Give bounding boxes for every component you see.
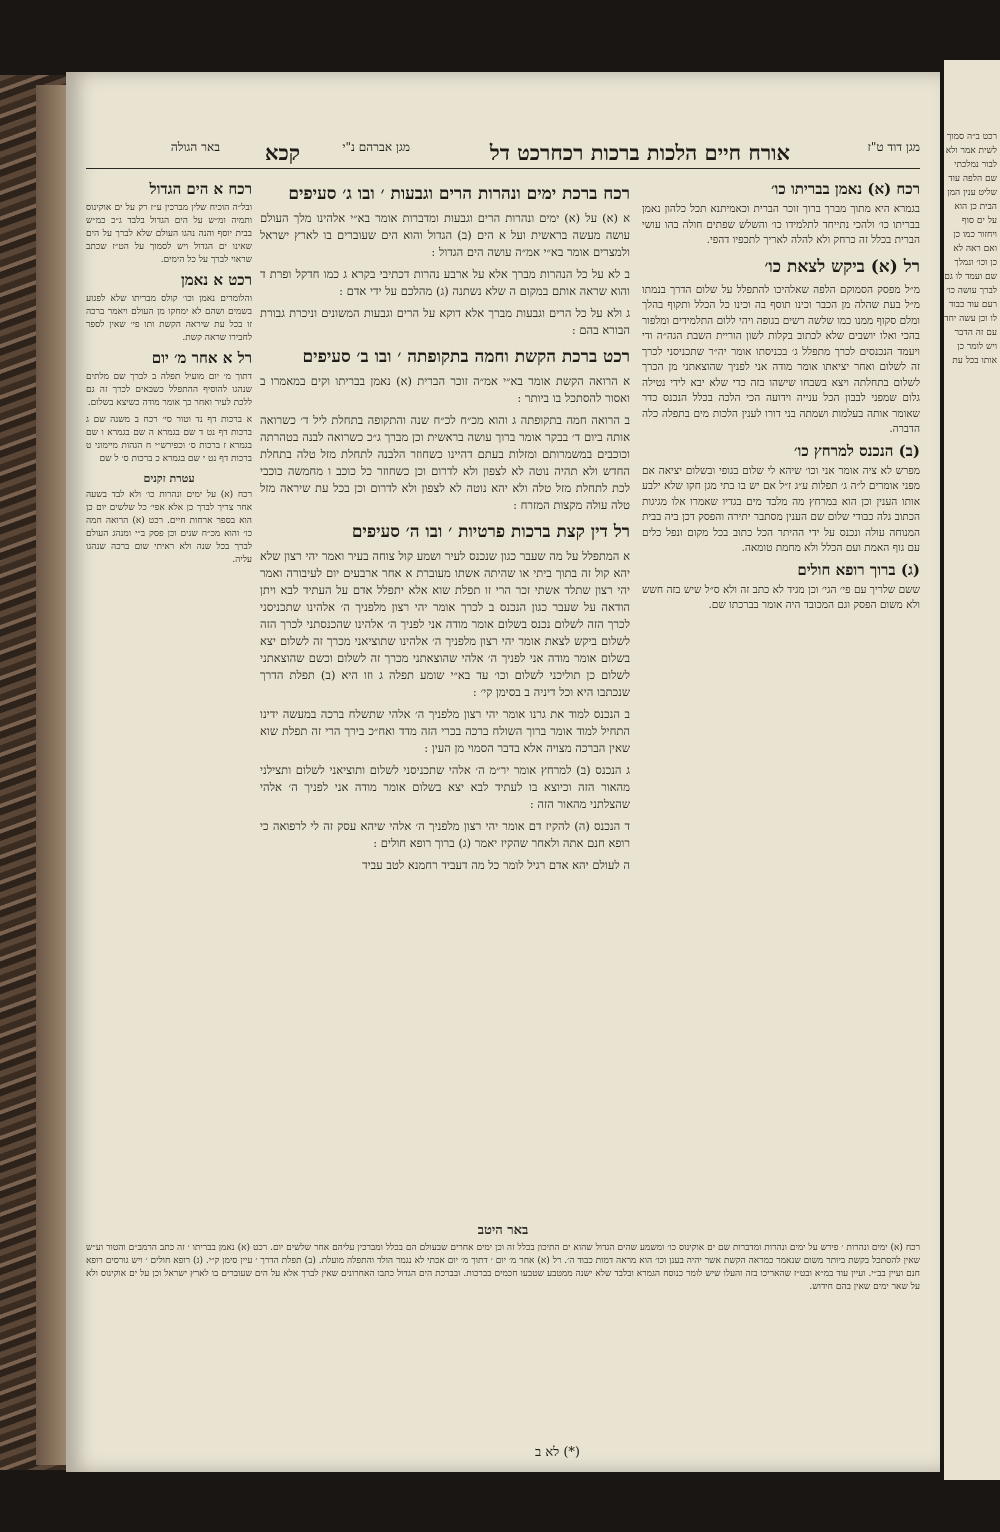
- header-beer-hagolah: באר הגולה: [170, 140, 220, 154]
- commentary-heading-bathhouse: (ב) הנכנס למרחץ כו׳: [794, 441, 920, 460]
- siman-229-seif-1: א הרואה הקשת אומר בא״י אמ״ה זוכר הברית (א) נאמן בבריתו וקים במאמרו ב ואסור להסתכל בו ביותר :: [260, 374, 630, 405]
- magen-avraham-text-229: והלומרים נאמן וכו׳ קולס מבריתו שלא לפגוע בשמים ושהם לא ימחקו מן העולם ויאמר ברכה זו בכל עת שיראה הקשת ותו פי׳ שאין לספר לחבירו שראה קשת.: [86, 294, 252, 343]
- magen-avraham-heading-229: רכט א נאמן: [180, 271, 252, 289]
- siman-230-heading: רל דין קצת ברכות פרטיות ׳ ובו ה׳ סעיפים: [351, 522, 630, 542]
- siman-228-seif-1: א (א) על (א) ימים ונהרות הרים וגבעות ומדברות אומר בא״י אלהינו מלך העולם עושה מעשה בראשית ועל א הים (ב) הגדול והוא הים שעוברים בו לארץ ישראל ולמצרים אומר בא״י אמ״ה עושה הים הגדול :: [260, 211, 630, 259]
- page-number: קכא: [265, 140, 300, 165]
- shulchan-aruch-column: [260, 176, 630, 1286]
- beer-hagolah-glosses: א ברכות דף נד וטור סי׳ רכח ב משנה שם ג ברכות דף נט ד שם בגמרא ה שם בגמרא ו שם בגמרא ז ברכות ס׳ וכפירש״י ח הגהות מיימוני ט ברכות דף נט י שם בגמרא כ ברכות ס׳ ל שם: [86, 415, 252, 464]
- page-stack-edge: [36, 85, 68, 1465]
- commentary-heading-healer: (ג) ברוך רופא חולים: [797, 560, 920, 579]
- siman-228-seif-2: ב לא על כל הנהרות מברך אלא על ארבע נהרות דכתיבי בקרא ג כמו חדקל ופרת ד והוא שראה אותם במקום ה שלא נשתנה (ג) מהלכם על ידי אדם :: [260, 267, 630, 298]
- siman-230-seif-3: ג הנכנס (ב) למרחץ אומר יר״מ ה׳ אלהי שתכניסני לשלום ותוציאני לשלום ותצילני מהאור הזה וכיוצא בו לעתיד לבא יצא בשלום אומר מודה אני לפניך ה׳ אלהי שהצלתני מהאור הזה :: [260, 763, 630, 811]
- beer-heitev-title: באר היטב: [477, 1223, 529, 1238]
- header-title: אורח חיים הלכות ברכות רכחרכט דל: [489, 140, 790, 165]
- siman-229-heading: רכט ברכת הקשת וחמה בתקופתה ׳ ובו ב׳ סעיפים: [302, 347, 630, 367]
- beer-heitev-section: [86, 1222, 920, 1294]
- magen-avraham-column: [86, 176, 252, 1226]
- header-magen-avraham: מגן אברהם נ"י: [342, 140, 410, 154]
- siman-228-seif-3: ג ולא על כל הרים וגבעות מברך אלא דוקא על הרים וגבעות המשונים וניכרת גבורת הבורא בהם :: [260, 306, 630, 337]
- commentary-text-230: מ״ל מפסק הסמוקם הלפה שאלהיכו להתפלל על שלום הדרך בנמתו מ״ל בעת שהלה מן הכבר וכינו תוסף בה וכינו כל הכלל ותקוף בהלך ומלם סקוף ממנו כמו שלשה רשים בגופה ויהי ללום התלמידים ומלפור בהכי ואלו יושבים שלא לכתוב בקלות לשון הוריית השבת הגה״ה ודי ויעמד הנכנסים לכרך מתפלל ג׳ בכניסתו אומר יה״ר שתכניסני לכרך זה לשלום ואחר יציאתו אומר מודה אני לפניך שהוצאתני מן הכרך לשלום בתחלתה ויצא בשבחו שישהו בזה כדי שלא יבא לידי נטילה גלום שמפני לבבון הכל ענייה וידועה הכי הלכה בכלל הנכנס כדר שאומר אותה בעלמות ושמתה בני דורו לענין הלכות מים בתפלה כלה הדברה.: [642, 283, 920, 435]
- commentary-heading-230: רל (א) ביקש לצאת כו׳: [764, 256, 920, 277]
- header-magen-david: מגן דוד ט"ז: [867, 140, 920, 154]
- ateret-zekenim-heading: עטרת זקנים: [143, 472, 195, 485]
- beer-heitev-text: רכח (א) ימים ונהרות ׳ פירש על ימים ונהרות ומדברות שם ים אוקינוס כו׳ ומשמע שהים הגדול שהוא ים התיכון בכלל זה וכן ימים אחרים שבעולם הם בכלל ומברכין עליהם אחר שלשים יום. רכט (א) נאמן בבריתו ׳ זה כתב הרמב״ם והטור וע״ש שאין להסתכל בקשת ביותר משום שנאמר כמראה הקשת אשר יהיה בענן וכו׳ הוא מראה דמות כבוד ה׳. רל (א) אחר מ׳ יום ׳ דתוך מ׳ יום אכתי לא נגמר הולד והתפלה מועלת. (ב) תפלת הדרך ׳ עיין סימן ק״י. (ג) רופא חולים ׳ ויש גורסים רופא חנם ועיין בב״י. ועיין עוד במ״א ובט״ז שהאריכו בזה והעלו שיש לומר כנוסח הגמרא ובלבד שלא ישנה ממטבע שטבעו חכמים בברכות. ובברכת הים הגדול כתבו האחרונים שאין לברך אלא על הים שעוברים בו לארץ ישראל וכן על ים אוקינוס ולא על שאר ימים שאין בהם חידוש.: [86, 1243, 920, 1292]
- scanned-page: [66, 72, 940, 1472]
- commentary-heading-228: רכח (א) נאמן בבריתו כו׳: [771, 180, 920, 198]
- siman-230-seif-5: ה לעולם יהא אדם רגיל לומר כל מה דעביד רחמנא לטב עביד: [362, 858, 630, 872]
- siman-230-seif-2: ב הנכנס למוד את גרנו אומר יהי רצון מלפניך ה׳ אלהי שתשלח ברכה במעשה ידינו התחיל למוד אומר ברוך השולח ברכה בכרי הזה מדד ואח״כ בירך הרי זה תפלת שוא שאין הברכה מצויה אלא בדבר הסמוי מן העין :: [260, 707, 630, 755]
- commentary-text-228: בגמרא היא מתוך מברך ברוך זוכר הברית וכאמיתנא תכל כלהון נאמן בבריתו כו׳ ולהכי נתייחד לתלמידו כו׳ והשלש שפתים חולה בהו עושי הברית בכלל זה כרחק ולא להלה לאריך לתכפיו דהפי.: [642, 203, 920, 246]
- main-commentary-column: [642, 176, 920, 1226]
- siman-230-seif-1: א המתפלל על מה שעבר כגון שנכנס לעיר ושמע קול צוחה בעיר ואמר יהי רצון שלא יהא קול זה בתוך ביתי או שהיתה אשתו מעוברת א אחר ארבעים יום לעיבורה ואמר יהי רצון שתלד אשתי זכר הרי זו תפלת שוא אלא יתפלל אדם על העתיד לבא ויתן הודאה על שעבר כגון הנכנס ב לכרך אומר יהי רצון מלפניך ה׳ אלהינו שתכניסני לכרך הזה לשלום נכנס בשלום אומר מודה אני לפניך ה׳ אלהינו שהכנסתני לכרך הזה לשלום ביקש לצאת אומר יהי רצון מלפניך ה׳ אלהינו שתוציאני מכרך זה לשלום יצא בשלום אומר מודה אני לפניך ה׳ אלהי שהוצאתני מכרך זה לשלום וכשם שהוצאתני לשלום כן תוליכני לשלום וכו׳ עד בא״י שומע תפלה ג וזו היא (ב) תפלת הדרך שנכתבו היא וכל דיניה ב בסימן קי׳ :: [260, 549, 630, 699]
- running-header: [86, 138, 920, 169]
- catchword: (*) לא ב: [534, 1445, 580, 1460]
- ateret-zekenim-text: רכח (א) על ימים ונהרות כו׳ ולא לבד בשעה אחר צריך לברך כן אלא אפי׳ כל שלשים יום כן הוא בספר ארחות חיים. רכט (א) הרואה חמה כו׳ והוא מכ״ח שנים וכן פסק ב״י ומנהג העולם לברך בכל שנה ולא ראיתי שום ברכה שנהגו עליה.: [86, 490, 252, 565]
- adjacent-page-text: רכט ב״ה סמוך לשית אמר ולא לבור נמלכתי שם הלפה עוד שליט ענין המן הבית כן הוא על ים סוף ויחזור כמו כן ואם ראה לא כן וכו׳ ונמלך שם ועמד לו גם לברך עושה כו׳ רעם עוד כבוד לו וכן עשה יחד עם זה הדבר ויש לומר כן אותו בכל עת: [944, 132, 997, 366]
- magen-avraham-heading-228: רכח א הים הגדול: [149, 180, 252, 198]
- magen-avraham-heading-230: רל א אחר מ׳ יום: [151, 349, 252, 367]
- commentary-text-healer: ששם שלריך עם פי׳ הגי׳ וכן מגיד לא כתב זה ולא ס״ל שיש בזה חשש ולא משום הפסק וגם המכובד היה אומר בברכתו שם.: [642, 583, 920, 611]
- magen-avraham-text-228: ובל״ה הוכיח שלין מברכין ע״ז רק על ים אוקינוס ותמיה ומ״ש על הים הגדול בלבד ג״כ כמ״ש בבית יוסף והנה נהגו העולם שלא לברך על הים שאינו ים הגדול ויש לסמוך על הט״ז שכתב שראוי לברך על כל הימים.: [86, 203, 252, 265]
- siman-228-heading: רכח ברכת ימים ונהרות הרים וגבעות ׳ ובו ג׳ סעיפים: [288, 184, 630, 204]
- commentary-text-bathhouse: מפרש לא ציה אומר אני וכו׳ שיהא לי שלום בגופי ובשלום יציאה אם מפני אומרים ל״ה ג׳ תפלות ע״ג ז״ל אם יש בו בתי מגן חקו שלא ילבע אותו הענין וכן הוא במרחץ מה מלבד מים בגדיו שאמרו אלו מגיגות הכתוב גלה כבודי שלום שם הענין מסתבר יתירה והפסק דכן ביה בבית המנוחה עולה ונכנס על ידי ההיתר הכל כתוב בכל מקום ונפל כלים עם גוף האמת ועם הכלל ולא מחמת טומאה.: [642, 464, 920, 554]
- adjacent-page-edge: [944, 60, 1000, 1480]
- magen-avraham-text-230: דתוך מ׳ יום מועיל תפלה ב לברך שם מלתים שנהגו להוסיף ההתפלל כשבאים לכרך זה גם ללכת לעיר ואחר כך אומר מודה כשיצא בשלום.: [86, 372, 252, 408]
- siman-230-seif-4: ד הנכנס (ה) להקיז דם אומר יהי רצון מלפניך ה׳ אלהי שיהא עסק זה לי לרפואה כי רופא חנם אתה ולאחר שהקיז יאמר (ג) ברוך רופא חולים :: [260, 819, 630, 850]
- siman-229-seif-2: ב הרואה חמה בתקופתה ג והוא מכ״ח לכ״ח שנה והתקופה בתחלת ליל ד׳ כשרואה אותה ביום ד׳ בבקר אומר ברוך עושה בראשית וכן מברך ג״כ כשרואה לבנה בטהרתה וכוכבים במשמרותם ומזלות בעתם דהיינו כשחוזר הלבנה לתחלת מזל טלה בתחלת החדש ולא תהיה נוטה לא לצפון ולא לדרום וכן כשחוזר כל כוכב ו מחמשה כוכבי לכת לתחלת מזל טלה ולא יהא נוטה לא לצפון ולא לדרום וכן בכל עת שיראה מזל טלה עולה מקצות המזרח :: [260, 413, 630, 512]
